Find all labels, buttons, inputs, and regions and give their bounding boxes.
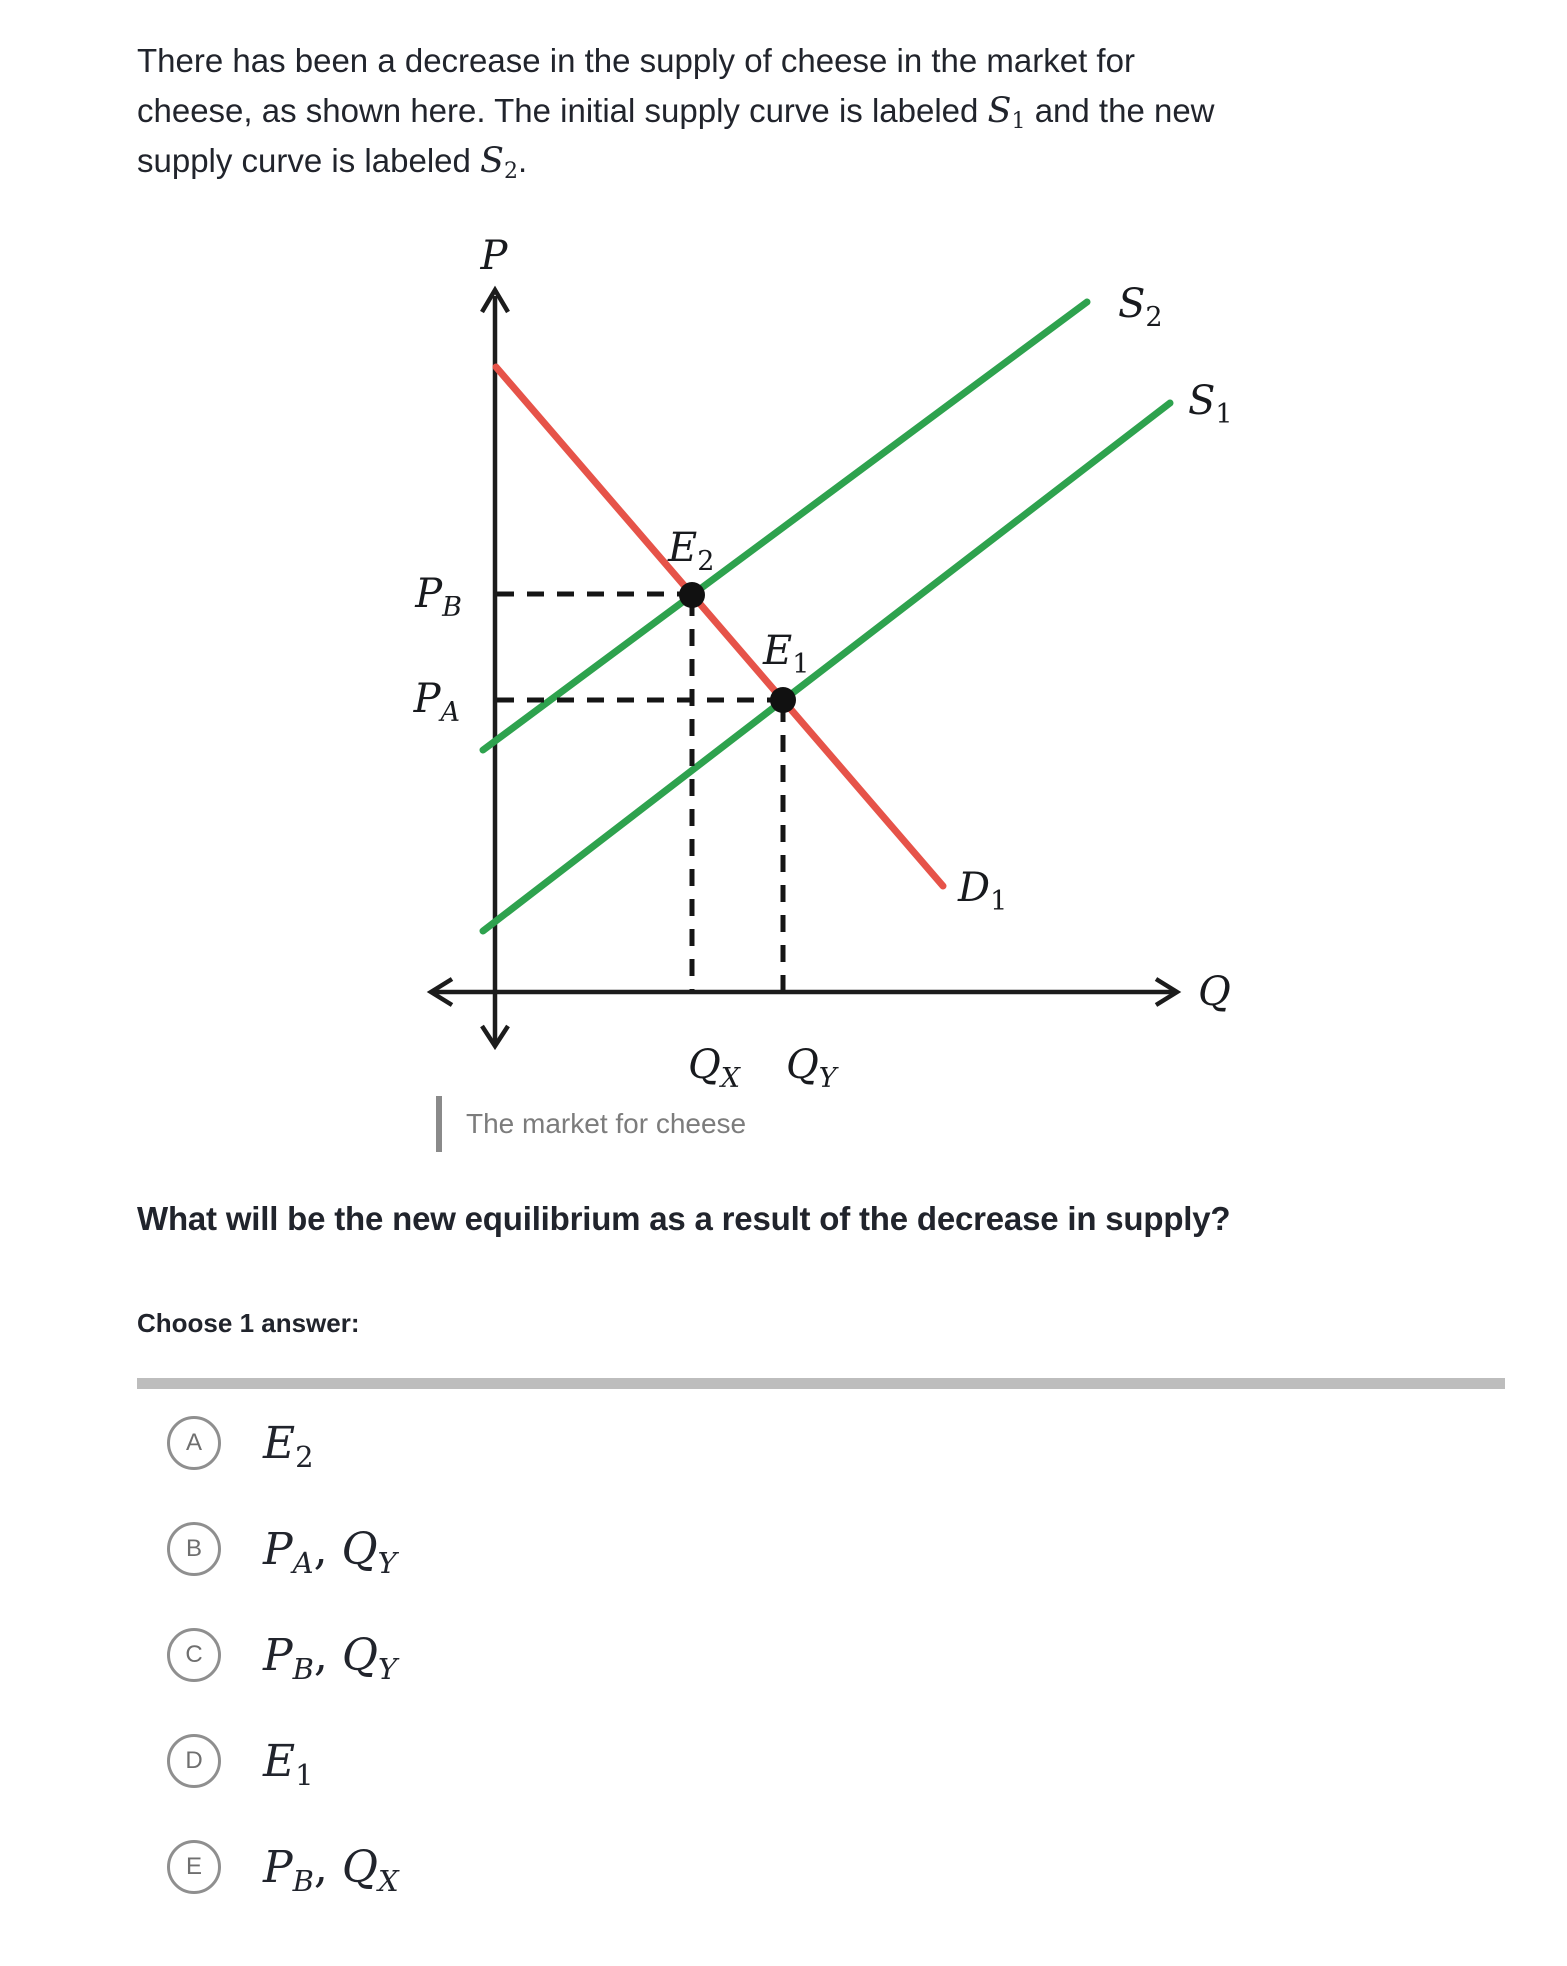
option-c-math-sub1: B xyxy=(292,1651,314,1686)
s1-label-sub: 1 xyxy=(1215,399,1233,430)
s2-label xyxy=(1118,281,1163,333)
price-axis-label xyxy=(480,233,509,279)
e1-label-main: E xyxy=(763,628,793,674)
option-a-radio[interactable] xyxy=(167,1416,221,1470)
option-b-math-main2: Q xyxy=(341,1523,378,1575)
option-a-math-main: E xyxy=(263,1417,296,1469)
equilibrium-point-e2 xyxy=(679,582,705,608)
option-b-math-sub2: Y xyxy=(377,1545,397,1580)
option-d-label[interactable] xyxy=(263,1735,314,1792)
option-a-label[interactable] xyxy=(263,1417,314,1474)
answers-divider xyxy=(137,1378,1505,1389)
qx-label-sub: X xyxy=(720,1063,741,1090)
s2-label-main: S xyxy=(1118,281,1146,327)
e2-label xyxy=(667,525,714,577)
s1-label xyxy=(1188,378,1233,430)
option-e-math-sub2: X xyxy=(377,1863,399,1898)
option-d-letter: D xyxy=(185,1747,203,1774)
inline-math-s2: S xyxy=(480,141,505,181)
option-c-comma: , xyxy=(313,1629,342,1681)
s2-label-sub: 2 xyxy=(1145,302,1163,333)
quantity-axis-label xyxy=(1198,969,1231,1015)
option-c-math-main2: Q xyxy=(341,1629,378,1681)
option-b-math-sub1: A xyxy=(292,1545,314,1580)
intro-line-1 xyxy=(137,36,1497,86)
option-a-letter: A xyxy=(185,1429,202,1456)
option-b-math-main1: P xyxy=(263,1523,293,1575)
pa-label xyxy=(413,676,460,728)
qy-label-main: Q xyxy=(786,1042,819,1088)
intro-line-3 xyxy=(137,136,1497,186)
intro-line-2-tail: and the new xyxy=(1025,92,1215,129)
supply-demand-graph xyxy=(380,230,1280,1090)
option-a-math-sub: 2 xyxy=(295,1439,314,1474)
equilibrium-point-e1 xyxy=(770,687,796,713)
option-b-comma: , xyxy=(313,1523,342,1575)
inline-math-s2-sub: 2 xyxy=(504,159,519,184)
quantity-axis-label-text: Q xyxy=(1198,969,1231,1015)
qx-label-main: Q xyxy=(688,1042,721,1088)
option-c-math-sub2: Y xyxy=(377,1651,398,1686)
qy-label xyxy=(786,1042,839,1090)
option-e-comma: , xyxy=(313,1841,342,1893)
intro-line-2 xyxy=(137,86,1497,136)
option-e-letter: E xyxy=(185,1853,202,1880)
inline-math-s1: S xyxy=(987,91,1012,131)
e2-label-main: E xyxy=(668,525,698,571)
graph-caption: The market for cheese xyxy=(466,1108,747,1139)
option-row-d[interactable] xyxy=(167,1734,314,1792)
option-row-e[interactable] xyxy=(167,1840,399,1898)
option-c-label[interactable] xyxy=(263,1629,398,1686)
intro-line-2-text: cheese, as shown here. The initial supply curve is labeled xyxy=(137,92,988,129)
e2-label-sub: 2 xyxy=(697,546,715,577)
option-row-c[interactable] xyxy=(167,1628,398,1686)
intro-line-3-text: supply curve is labeled xyxy=(137,142,481,179)
supply-curve-s2 xyxy=(483,302,1087,750)
option-e-radio[interactable] xyxy=(167,1840,221,1894)
option-d-math-sub: 1 xyxy=(295,1757,314,1792)
choose-answer-label: Choose 1 answer: xyxy=(137,1308,360,1338)
option-b-label[interactable] xyxy=(263,1523,397,1580)
option-d-radio[interactable] xyxy=(167,1734,221,1788)
option-e-math-main2: Q xyxy=(341,1841,378,1893)
price-axis-label-text: P xyxy=(480,233,508,279)
option-e-math-main1: P xyxy=(263,1841,293,1893)
pa-label-sub: A xyxy=(440,697,460,728)
qy-label-sub: Y xyxy=(818,1063,837,1090)
pb-label-sub: B xyxy=(442,592,462,623)
e1-label xyxy=(762,628,809,680)
option-e-label[interactable] xyxy=(263,1841,399,1898)
pb-label xyxy=(414,571,462,623)
d1-label xyxy=(957,865,1007,917)
d1-label-sub: 1 xyxy=(990,886,1008,917)
option-b-radio[interactable] xyxy=(167,1522,221,1576)
d1-label-main: D xyxy=(958,865,991,911)
intro-line-1-text: There has been a decrease in the supply of cheese in the market for xyxy=(137,42,1135,79)
pb-label-main: P xyxy=(415,571,443,617)
option-c-letter: C xyxy=(185,1641,203,1668)
caption-accent-bar xyxy=(436,1096,442,1152)
option-b-letter: B xyxy=(185,1535,202,1562)
inline-math-s1-sub: 1 xyxy=(1011,109,1026,134)
intro-line-3-tail: . xyxy=(518,142,528,179)
e1-label-sub: 1 xyxy=(792,649,810,680)
option-c-radio[interactable] xyxy=(167,1628,221,1682)
option-row-b[interactable] xyxy=(167,1522,397,1580)
pa-label-main: P xyxy=(413,676,441,722)
option-c-math-main1: P xyxy=(263,1629,293,1681)
question-heading: What will be the new equilibrium as a result of the decrease in supply? xyxy=(137,1200,1231,1237)
option-e-math-sub1: B xyxy=(292,1863,314,1898)
option-d-math-main: E xyxy=(263,1735,296,1787)
qx-label xyxy=(688,1042,742,1090)
option-row-a[interactable] xyxy=(167,1416,314,1474)
intro-paragraph xyxy=(137,36,1497,186)
s1-label-main: S xyxy=(1188,378,1216,424)
supply-curve-s1 xyxy=(483,403,1170,931)
